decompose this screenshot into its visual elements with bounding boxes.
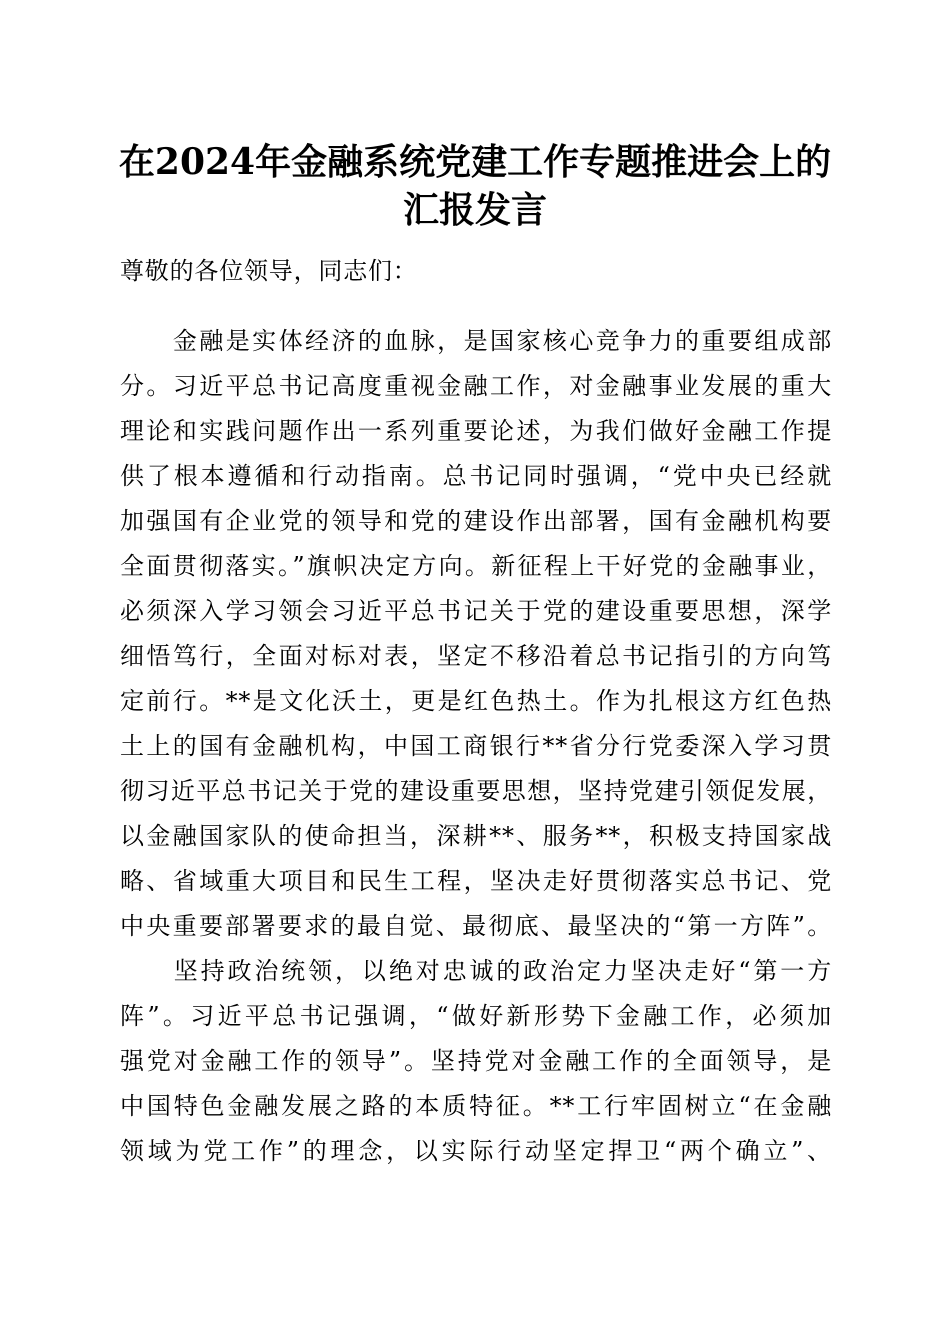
paragraph-line: 加强国有企业党的领导和党的建设作出部署，国有金融机构要 [120, 507, 832, 535]
paragraph-line: 分。习近平总书记高度重视金融工作，对金融事业发展的重大 [120, 372, 832, 400]
paragraph-line: 中央重要部署要求的最自觉、最彻底、最坚决的“第一方阵”。 [120, 912, 832, 940]
paragraph-line: 强党对金融工作的领导”。坚持党对金融工作的全面领导，是 [120, 1047, 832, 1075]
paragraph-line: 供了根本遵循和行动指南。总书记同时强调，“党中央已经就 [120, 462, 832, 490]
paragraph-line: 理论和实践问题作出一系列重要论述，为我们做好金融工作提 [120, 417, 832, 445]
paragraph-line: 略、省域重大项目和民生工程，坚决走好贯彻落实总书记、党 [120, 867, 832, 895]
salutation: 尊敬的各位领导，同志们： [120, 257, 418, 285]
paragraph-line: 定前行。**是文化沃土，更是红色热土。作为扎根这方红色热 [120, 687, 832, 715]
document-title-line-1: 在2024年金融系统党建工作专题推进会上的 [118, 141, 832, 183]
paragraph-line: 坚持政治统领，以绝对忠诚的政治定力坚决走好“第一方 [120, 957, 832, 985]
paragraph-line: 领域为党工作”的理念，以实际行动坚定捍卫“两个确立”、 [120, 1137, 832, 1165]
paragraph-line: 以金融国家队的使命担当，深耕**、服务**，积极支持国家战 [120, 822, 832, 850]
paragraph-line: 细悟笃行，全面对标对表，坚定不移沿着总书记指引的方向笃 [120, 642, 832, 670]
paragraph-line: 阵”。习近平总书记强调，“做好新形势下金融工作，必须加 [120, 1002, 832, 1030]
paragraph-line: 彻习近平总书记关于党的建设重要思想，坚持党建引领促发展， [120, 777, 832, 805]
paragraph-line: 全面贯彻落实。”旗帜决定方向。新征程上干好党的金融事业， [120, 552, 832, 580]
paragraph-line: 金融是实体经济的血脉，是国家核心竞争力的重要组成部 [120, 327, 832, 355]
paragraph-line: 中国特色金融发展之路的本质特征。**工行牢固树立“在金融 [120, 1092, 832, 1120]
document-title-line-2: 汇报发言 [402, 189, 547, 231]
paragraph-line: 必须深入学习领会习近平总书记关于党的建设重要思想，深学 [120, 597, 832, 625]
paragraph-line: 土上的国有金融机构，中国工商银行**省分行党委深入学习贯 [120, 732, 832, 760]
